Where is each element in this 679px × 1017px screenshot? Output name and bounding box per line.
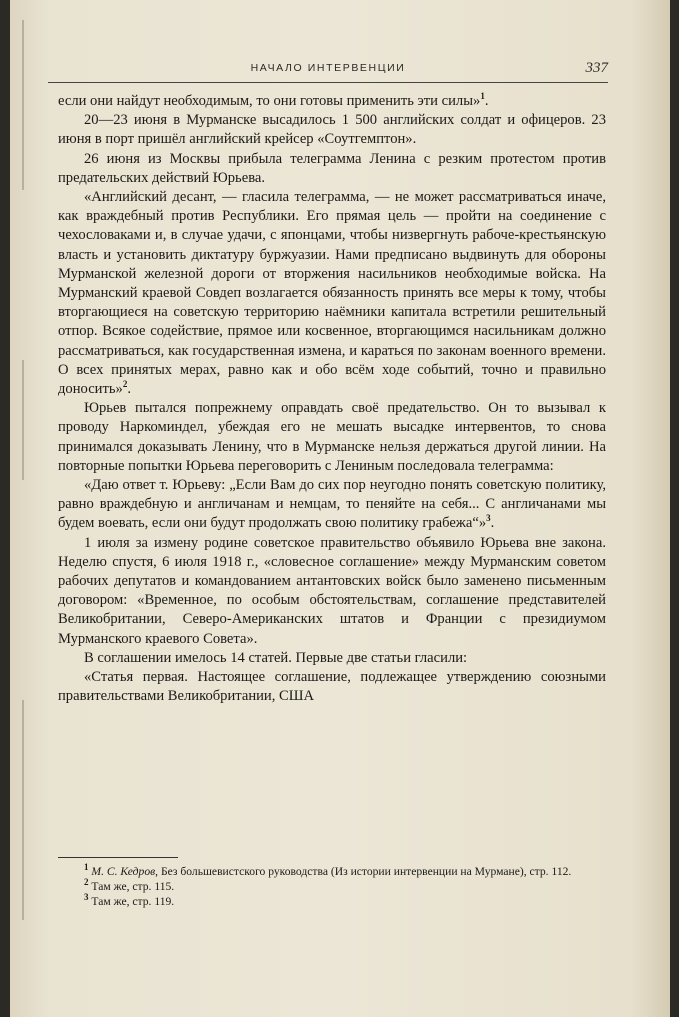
paragraph: «Статья первая. Настоящее соглашение, подлежащее утверждению союзными правительствами Великобритании, США — [58, 669, 606, 705]
margin-mark — [22, 20, 24, 190]
footnote-number: 3 — [84, 892, 89, 903]
footnote-author: М. С. Кедров — [91, 865, 156, 878]
header-rule — [48, 82, 608, 83]
paragraph: В соглашении имелось 14 статей. Первые две статьи гласили: — [84, 649, 468, 666]
margin-mark — [22, 700, 24, 920]
footnote-text: , Без большевистского руководства (Из истории интервенции на Мурмане), стр. 112. — [155, 865, 572, 878]
footnote-ref: 1 — [480, 91, 485, 102]
footnote-number: 2 — [84, 877, 89, 888]
paragraph-text: «Английский десант, — гласила телеграмма, — не может рассматриваться иначе, как враждебный против Республики. Его прямая цель — пройти на соединение с чехословаками и, в случае удачи, с японцами, чтобы низвергнуть рабоче-крестьянскую власть и установить диктатуру буржуазии. Нами предписано выдвинуть для обороны Мурманской железной дороги от вторжения насильников необходимые войска. На Мурманский краевой Совдеп возлагается обязанность принять все меры к тому, чтобы вторгающиеся на советскую территорию наёмники капитала встретили решительный отпор. Всякое содействие, прямое или косвенное, вторгающимся насильникам должно рассматриваться, как государственная измена, и караться по законам военного времени. О всех принятых мерах, равно как и обо всём ходе событий, точно и правильно доносить» — [58, 189, 606, 398]
footnote-ref: 2 — [122, 379, 128, 390]
footnote-number: 1 — [84, 862, 89, 873]
footnote-rule — [58, 857, 178, 858]
footnote-text: Там же, стр. 119. — [91, 895, 175, 908]
footnote — [58, 864, 606, 879]
margin-mark — [22, 360, 24, 480]
paragraph: 20—23 июня в Мурманске высадилось 1 500 английских солдат и офицеров. 23 июня в порт пришёл английский крейсер «Соутгемптон». — [58, 112, 606, 148]
footnote-text: Там же, стр. 115. — [91, 880, 175, 893]
footnote — [58, 879, 606, 894]
paragraph-text: если они найдут необходимым, то они готовы применить эти силы» — [58, 93, 481, 109]
paragraph — [58, 476, 606, 534]
paragraph-text: «Даю ответ т. Юрьеву: „Если Вам до сих пор неугодно понять советскую политику, равно враждебную и англичанам и немцам, то пеняйте на себя... С англичанами мы будем воевать, если они будут продолжать свою политику грабежа“» — [58, 477, 606, 532]
paragraph: 1 июля за измену родине советское правительство объявило Юрьева вне закона. Неделю спустя, 6 июля 1918 г., «словесное соглашение» между Мурманским советом рабочих депутатов и командованием антантовских войск было заменено письменным договором: «Временное, по особым обстоятельствам, соглашение представителей Великобритании, Северо-Американских штатов и Франции с президиумом Мурманского краевого Совета». — [58, 534, 606, 647]
running-title: НАЧАЛО ИНТЕРВЕНЦИИ — [250, 62, 406, 74]
page-number: 337 — [585, 60, 608, 76]
paragraph — [58, 188, 606, 399]
paragraph — [58, 92, 606, 111]
paragraph-tail: . — [127, 381, 131, 398]
footnotes — [58, 864, 606, 909]
body-text — [58, 92, 606, 707]
paragraph-tail: . — [490, 515, 495, 532]
paragraph-tail: . — [484, 93, 489, 109]
footnote-ref: 3 — [486, 513, 491, 524]
paragraph: Юрьев пытался попрежнему оправдать своё предательство. Он то вызывал к проводу Наркоминдел, убеждая его не мешать высадке интервентов, то снова принимался доказывать Ленину, что в Мурманске нельзя держаться другой линии. На повторные попытки Юрьева переговорить с Лениным последовала телеграмма: — [58, 400, 606, 474]
paragraph: 26 июня из Москвы прибыла телеграмма Ленина с резким протестом против предательских действий Юрьева. — [58, 150, 606, 186]
running-head — [48, 60, 608, 80]
footnote — [58, 894, 606, 909]
book-page — [10, 0, 670, 1017]
